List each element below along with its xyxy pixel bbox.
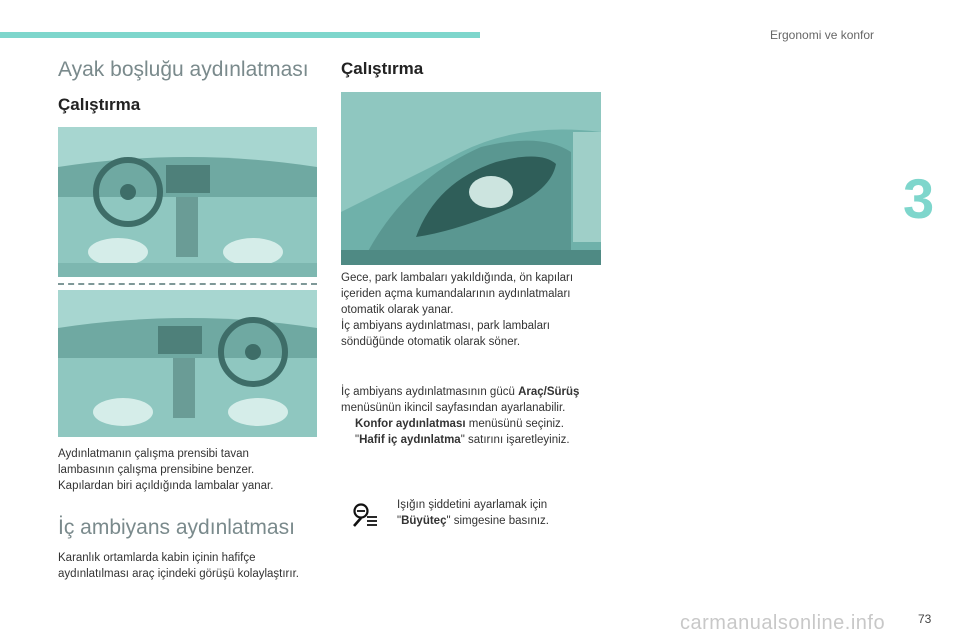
subtitle-operation-right: Çalıştırma <box>341 59 424 78</box>
image-divider <box>58 283 317 285</box>
door-handle-illustration <box>341 92 601 265</box>
dashboard-rhd-illustration <box>58 290 317 437</box>
door-lighting-text: Gece, park lambaları yakıldığında, ön kapıları içeriden açma kumandalarının aydınlatmaları otomatik olarak yanar. İç ambiyans aydınlatması, park lambaları söndüğünde otomatik olarak söner. <box>341 272 574 348</box>
step-1: Konfor aydınlatması menüsünü seçiniz. <box>355 418 565 430</box>
page-number: 73 <box>918 612 932 626</box>
section-title-ambient: İç ambiyans aydınlatması <box>58 516 295 539</box>
subtitle-operation-left: Çalıştırma <box>58 95 141 114</box>
chapter-number: 3 <box>903 167 935 230</box>
dashboard-lhd-illustration <box>58 127 317 277</box>
section-title-footwell: Ayak boşluğu aydınlatması <box>58 58 309 81</box>
menu-name-vehicle-driving: Araç/Sürüş <box>518 386 580 398</box>
section-header: Ergonomi ve konfor <box>770 28 875 42</box>
magnifier-settings-icon <box>352 502 378 533</box>
top-accent-bar <box>0 32 480 38</box>
footwell-caption: Aydınlatmanın çalışma prensibi tavan lambasının çalışma prensibine benzer. Kapılardan biri açıldığında lambalar yanar. <box>58 448 274 492</box>
ambient-intensity-text: İç ambiyans aydınlatmasının gücü Araç/Sürüş menüsünün ikincil sayfasından ayarlanabilir. Konfor aydınlatması menüsünü seçiniz. "Hafif iç aydınlatma" satırını işaretleyiniz. <box>341 386 580 446</box>
step-2: "Hafif iç aydınlatma" satırını işaretleyiniz. <box>355 434 570 446</box>
magnifier-label: Büyüteç <box>401 515 447 527</box>
watermark: carmanualsonline.info <box>680 612 886 634</box>
ambient-description: Karanlık ortamlarda kabin içinin hafifçe aydınlatılması araç içindeki görüşü kolaylaştırır. <box>58 552 299 580</box>
tip-text: Işığın şiddetini ayarlamak için "Büyüteç" simgesine basınız. <box>397 499 549 527</box>
